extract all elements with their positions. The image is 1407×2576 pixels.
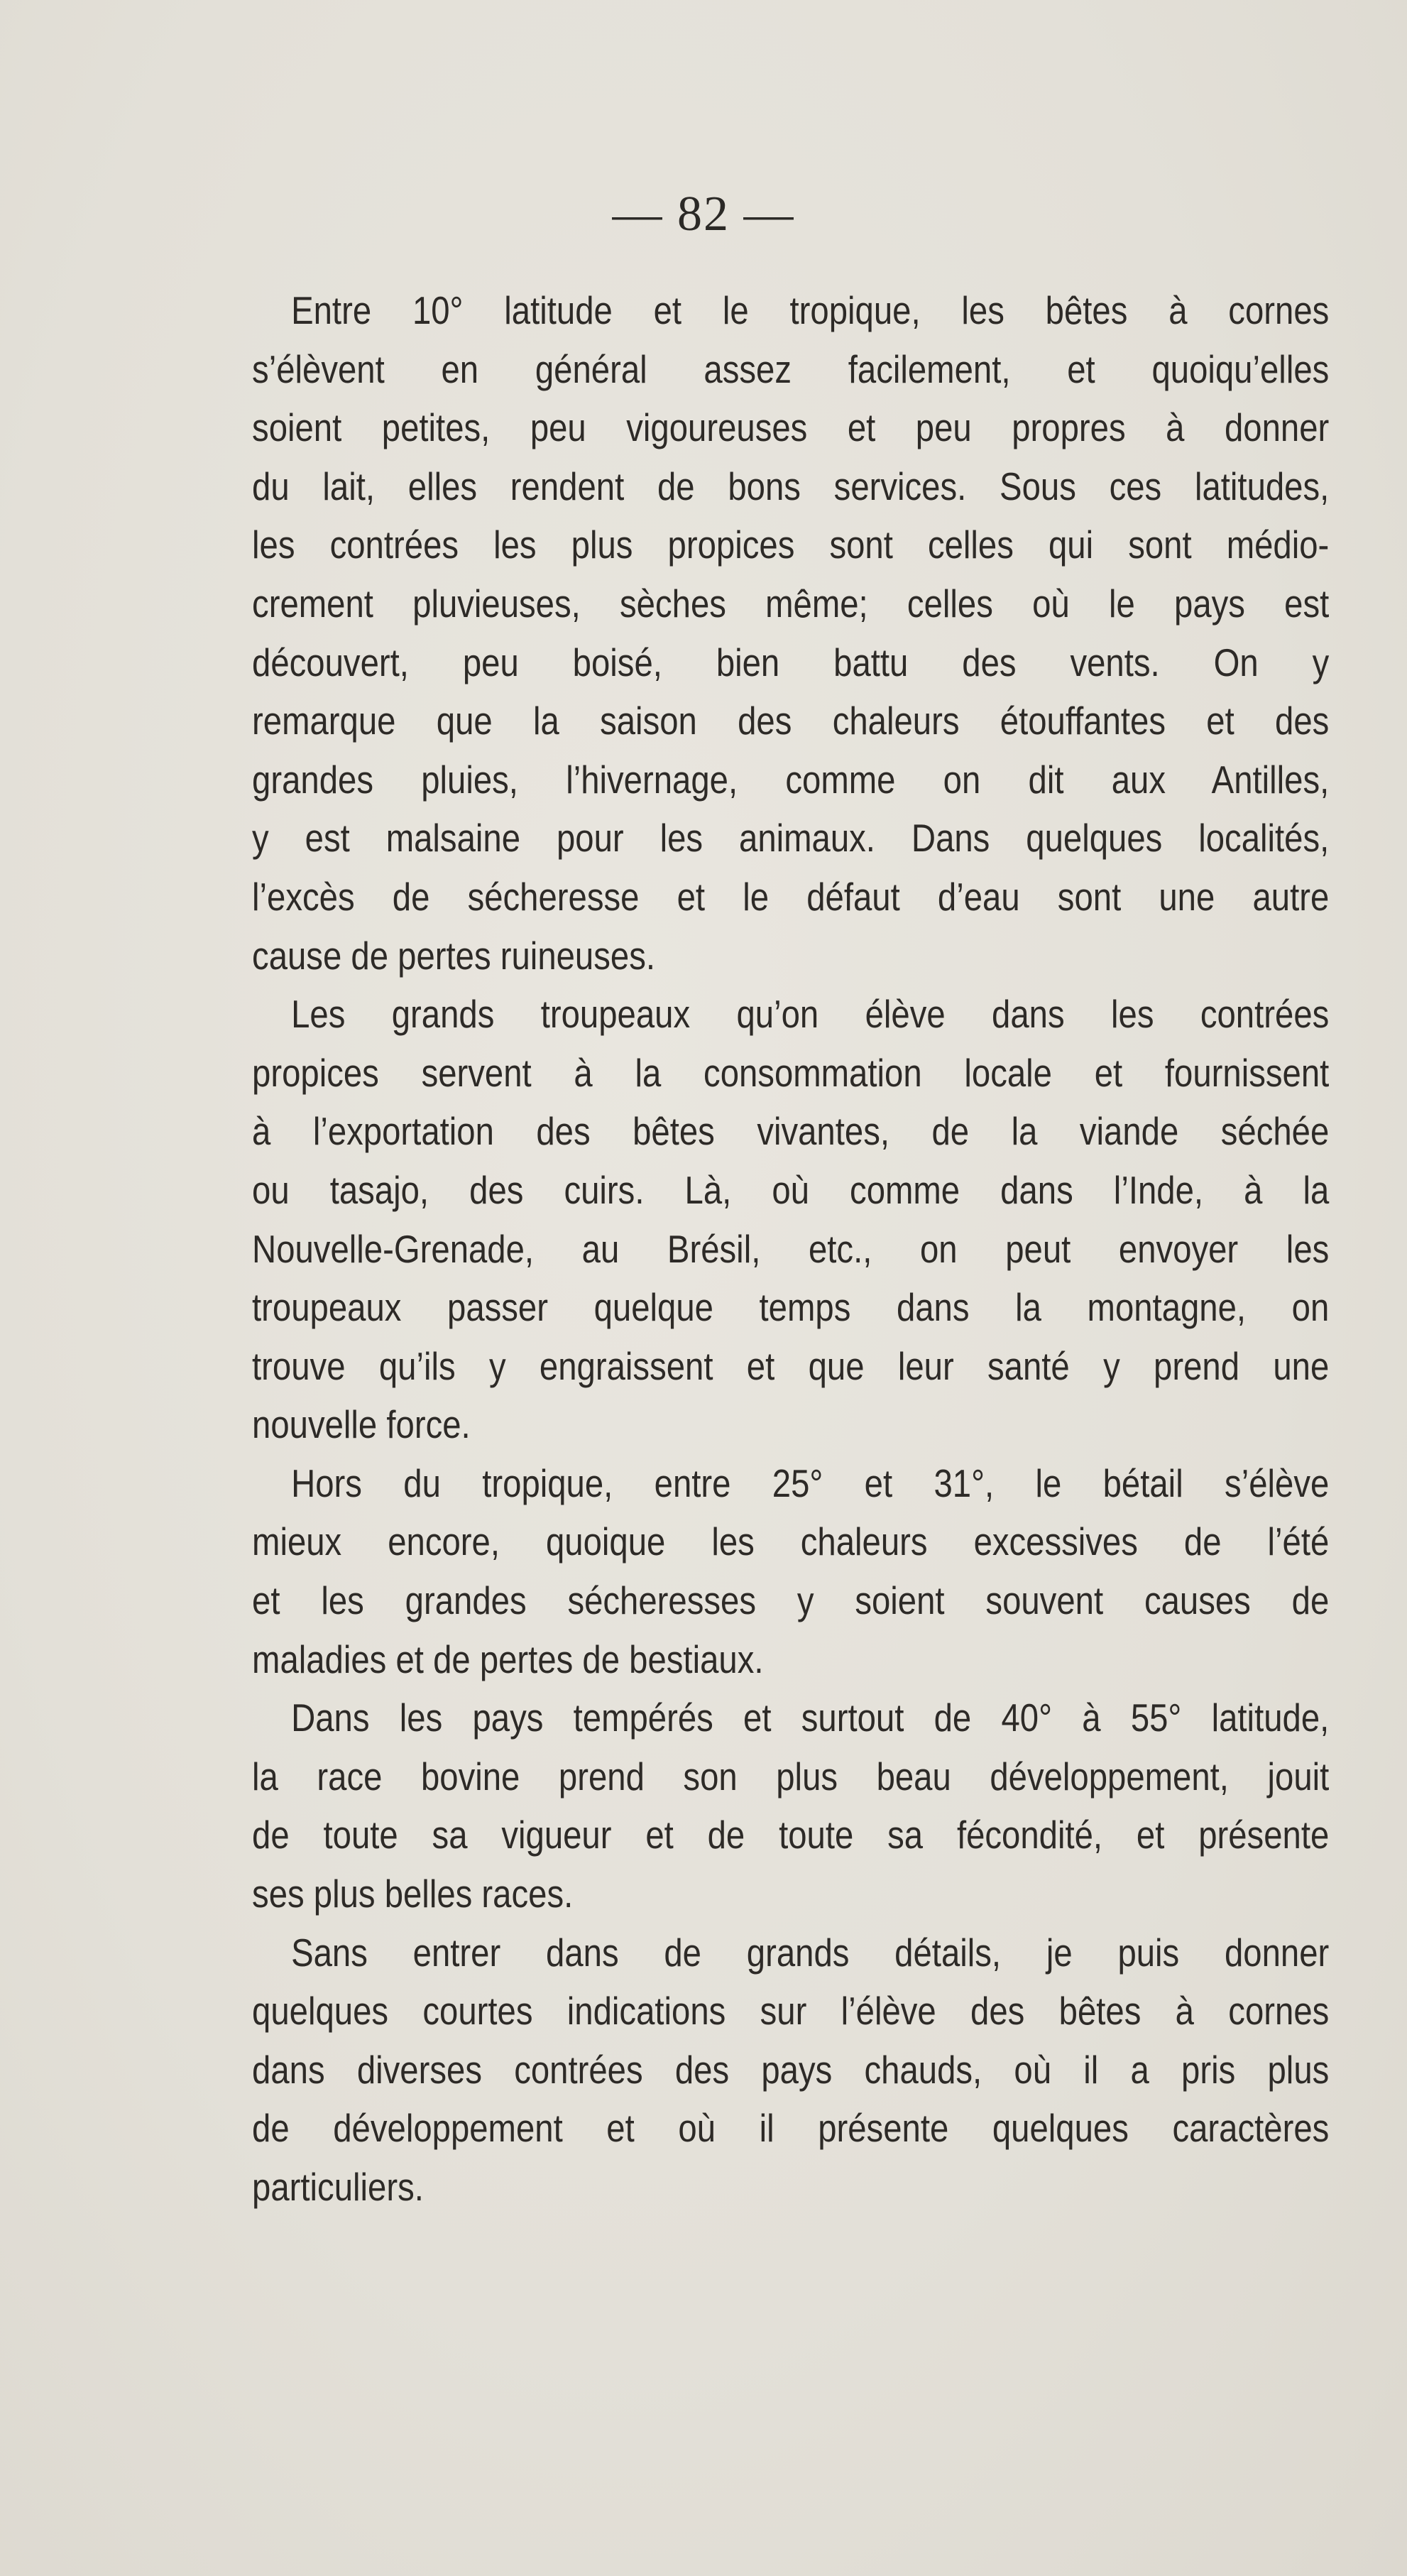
text-line: Hors du tropique, entre 25° et 31°, le bétail s’élève [291,1461,1330,1505]
text-line: découvert, peu boisé, bien battu des vents. On y [252,640,1330,684]
text-line: les contrées les plus propices sont celles qui sont médio- [252,523,1330,567]
paragraph [213,281,1329,985]
text-line: Nouvelle-Grenade, au Brésil, etc., on peut envoyer les [252,1226,1330,1271]
paragraph [213,1688,1329,1923]
text-line: grandes pluies, l’hivernage, comme on dit aux Antilles, [252,757,1330,802]
text-line: ou tasajo, des cuirs. Là, où comme dans l’Inde, à la [252,1167,1330,1212]
text-line: s’élèvent en général assez facilement, et quoiqu’elles [252,346,1330,391]
text-line: quelques courtes indications sur l’élève des bêtes à cornes [252,1989,1330,2034]
text-line: Entre 10° latitude et le tropique, les bêtes à cornes [291,288,1330,332]
text-line: soient petites, peu vigoureuses et peu propres à donner [252,405,1330,450]
text-line: trouve qu’ils y engraissent et que leur santé y prend une [252,1343,1330,1388]
text-line: cause de pertes ruineuses. [252,933,655,978]
paragraph [213,1923,1329,2217]
text-line: mieux encore, quoique les chaleurs excessives de l’été [252,1519,1330,1564]
text-line: Dans les pays tempérés et surtout de 40° à 55° latitude, [291,1696,1330,1740]
text-line: particuliers. [252,2165,424,2209]
body-text [213,281,1329,2217]
page-number: — 82 — [612,187,795,241]
text-line: nouvelle force. [252,1402,471,1447]
text-line: maladies et de pertes de bestiaux. [252,1637,764,1681]
text-line: à l’exportation des bêtes vivantes, de la viande séchée [252,1109,1330,1154]
text-line: ses plus belles races. [252,1872,574,1916]
text-line: la race bovine prend son plus beau développement, jouit [252,1754,1330,1799]
text-line: propices servent à la consommation locale et fournissent [252,1050,1330,1095]
text-line: troupeaux passer quelque temps dans la montagne, on [252,1285,1330,1330]
text-line: Les grands troupeaux qu’on élève dans les contrées [291,992,1330,1037]
text-line: du lait, elles rendent de bons services. Sous ces latitudes, [252,464,1330,508]
text-line: et les grandes sécheresses y soient souvent causes de [252,1578,1330,1623]
text-line: y est malsaine pour les animaux. Dans quelques localités, [252,816,1330,861]
paragraph [213,1454,1329,1688]
text-line: de toute sa vigueur et de toute sa fécondité, et présente [252,1813,1330,1857]
text-line: de développement et où il présente quelques caractères [252,2106,1330,2151]
text-line: dans diverses contrées des pays chauds, où il a pris plus [252,2047,1330,2092]
text-line: l’excès de sécheresse et le défaut d’eau sont une autre [252,874,1330,919]
text-line: crement pluvieuses, sèches même; celles où le pays est [252,581,1330,626]
text-line: remarque que la saison des chaleurs étouffantes et des [252,699,1330,743]
paragraph [213,985,1329,1454]
text-line: Sans entrer dans de grands détails, je puis donner [291,1930,1330,1975]
